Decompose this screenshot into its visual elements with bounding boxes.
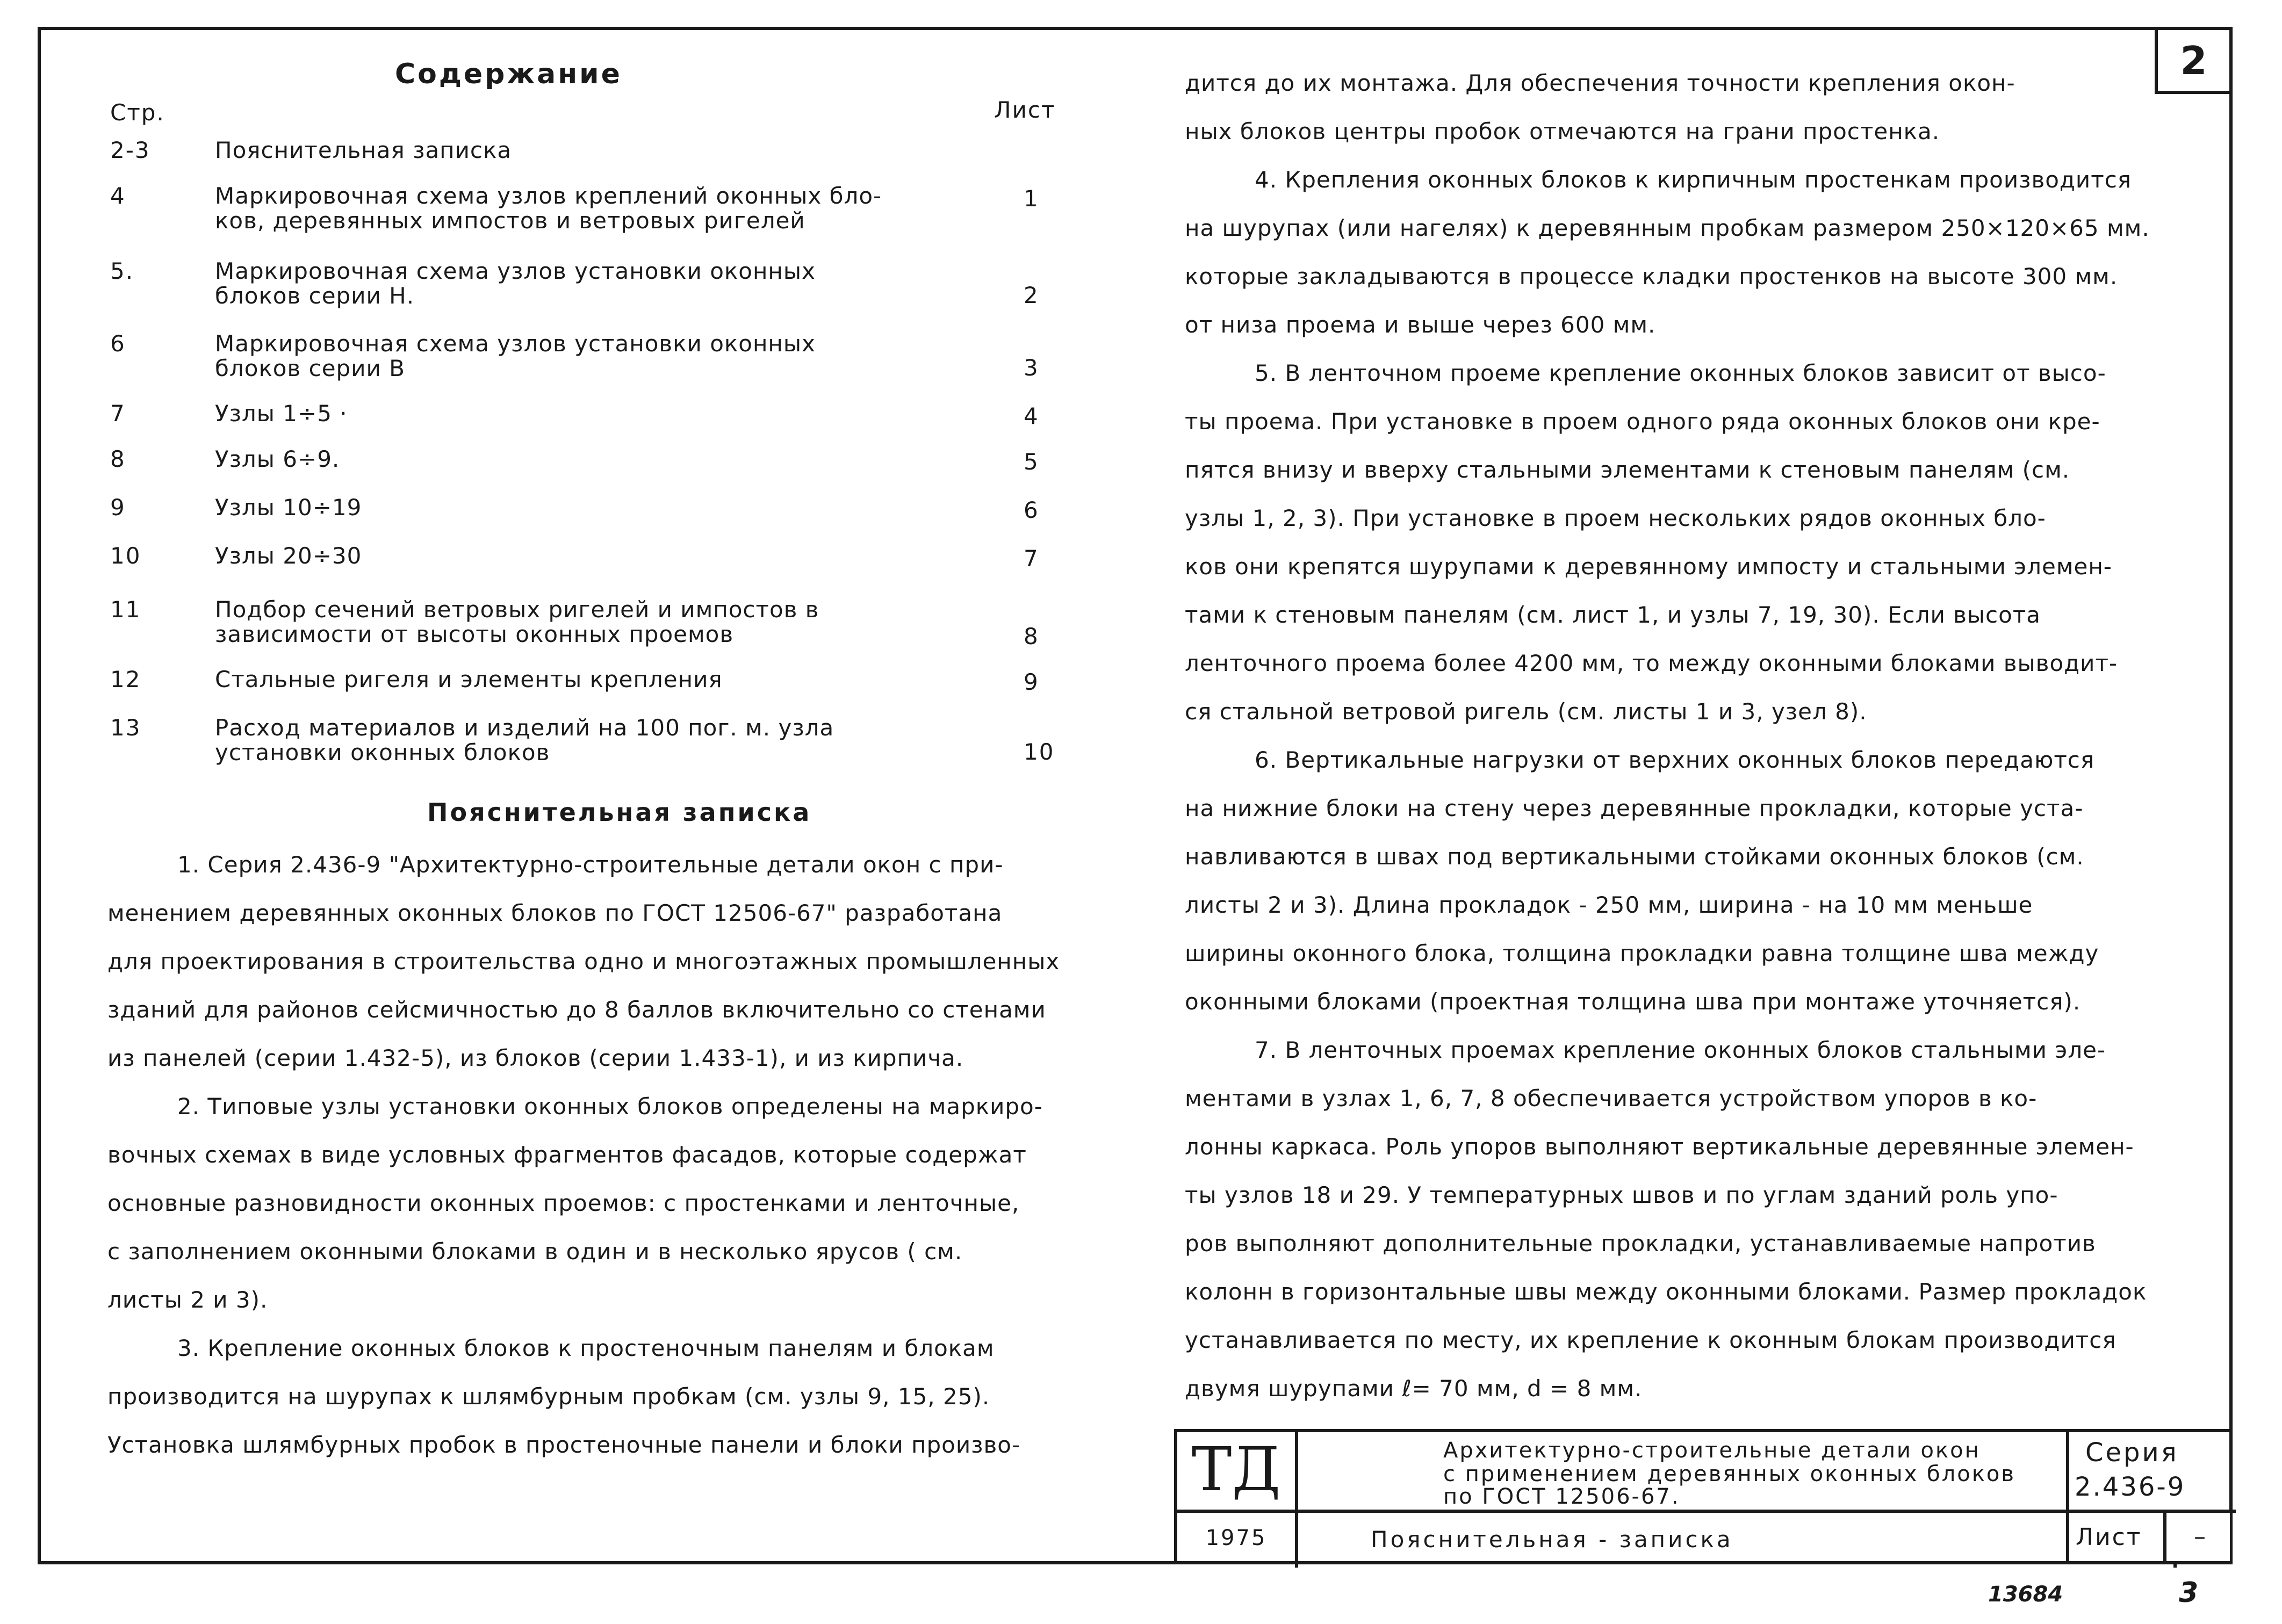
contents-page-1: 2-3 xyxy=(110,137,150,163)
contents-sheet-4: 3 xyxy=(1024,355,1039,381)
contents-col-sheet: Лист xyxy=(994,97,1056,123)
note-left-line-5: из панелей (серии 1.432-5), из блоков (серии 1.433-1), и из кирпича. xyxy=(107,1045,964,1071)
series-label: Серия xyxy=(2085,1438,2179,1468)
note-right-line-25: ров выполняют дополнительные прокладки, устанавливаемые напротив xyxy=(1185,1230,2096,1257)
contents-sheet-2: 1 xyxy=(1024,185,1039,212)
note-left-line-1: 1. Серия 2.436-9 "Архитектурно-строительные детали окон с при- xyxy=(177,851,1004,878)
contents-entry-9-line-2: зависимости от высоты оконных проемов xyxy=(215,621,734,647)
td-logo: ТД xyxy=(1177,1432,1298,1513)
note-right-line-9: пятся внизу и вверху стальными элементами к стеновым панелям (см. xyxy=(1185,457,2070,483)
contents-sheet-7: 6 xyxy=(1024,497,1039,523)
note-right-line-16: на нижние блоки на стену через деревянные прокладки, которые уста- xyxy=(1185,795,2084,821)
note-left-line-2: менением деревянных оконных блоков по ГОСТ 12506-67" разработана xyxy=(107,900,1003,926)
caption-line-2: с применением деревянных оконных блоков xyxy=(1443,1462,2015,1486)
page-mark: 3 xyxy=(2179,1577,2199,1609)
note-right-line-24: ты узлов 18 и 29. У температурных швов и по углам зданий роль упо- xyxy=(1185,1182,2058,1208)
contents-page-4: 6 xyxy=(110,330,126,357)
contents-entry-2-line-1: Маркировочная схема узлов креплений оконных бло- xyxy=(215,183,882,209)
note-right-line-7: 5. В ленточном проеме крепление оконных блоков зависит от высо- xyxy=(1255,360,2106,386)
note-right-line-17: навливаются в швах под вертикальными стойками оконных блоков (см. xyxy=(1185,843,2084,870)
contents-page-10: 12 xyxy=(110,666,141,692)
note-right-line-13: ленточного проема более 4200 мм, то между оконными блоками выводит- xyxy=(1185,650,2118,676)
contents-page-3: 5. xyxy=(110,258,134,284)
series-cell xyxy=(2066,1432,2225,1510)
note-right-line-22: ментами в узлах 1, 6, 7, 8 обеспечивается устройством упоров в ко- xyxy=(1185,1085,2038,1111)
contents-entry-3-line-2: блоков серии Н. xyxy=(215,283,415,309)
contents-entry-11-line-1: Расход материалов и изделий на 100 пог. м. узла xyxy=(215,714,834,741)
caption-cell xyxy=(1298,1432,2177,1513)
note-right-line-26: колонн в горизонтальные швы между оконными блоками. Размер прокладок xyxy=(1185,1279,2147,1305)
contents-page-2: 4 xyxy=(110,183,126,209)
note-left-line-3: для проектирования в строительства одно и многоэтажных промышленных xyxy=(107,948,1060,975)
caption-line-3: по ГОСТ 12506-67. xyxy=(1443,1484,1680,1509)
note-right-line-15: 6. Вертикальные нагрузки от верхних оконных блоков передаются xyxy=(1255,747,2095,773)
note-right-line-20: оконными блоками (проектная толщина шва при монтаже уточняется). xyxy=(1185,988,2081,1015)
contents-col-page: Стр. xyxy=(110,99,165,126)
contents-title: Содержание xyxy=(395,58,622,90)
contents-entry-11-line-2: установки оконных блоков xyxy=(215,739,550,766)
contents-sheet-10: 9 xyxy=(1024,669,1039,695)
note-right-column xyxy=(1185,59,2150,1413)
contents-page-8: 10 xyxy=(110,543,141,569)
contents-entry-6-line-1: Узлы 6÷9. xyxy=(215,446,340,472)
contents-entry-5-line-1: Узлы 1÷5 · xyxy=(215,400,348,427)
note-right-line-19: ширины оконного блока, толщина прокладки равна толщине шва между xyxy=(1185,940,2099,966)
note-left-line-9: с заполнением оконными блоками в один и в несколько ярусов ( см. xyxy=(107,1238,963,1265)
note-right-line-28: двумя шурупами ℓ= 70 мм, d = 8 мм. xyxy=(1185,1375,1643,1402)
contents-page-9: 11 xyxy=(110,596,141,623)
note-left-line-12: производится на шурупах к шлямбурным пробкам (см. узлы 9, 15, 25). xyxy=(107,1383,990,1410)
year: 1975 xyxy=(1177,1513,1298,1568)
note-right-line-8: ты проема. При установке в проем одного ряда оконных блоков они кре- xyxy=(1185,408,2100,435)
note-right-line-14: ся стальной ветровой ригель (см. листы 1 и 3, узел 8). xyxy=(1185,698,1867,725)
note-right-line-5: которые закладываются в процессе кладки простенков на высоте 300 мм. xyxy=(1185,263,2118,290)
note-left-line-7: вочных схемах в виде условных фрагментов фасадов, которые содержат xyxy=(107,1142,1027,1168)
sheet-cell xyxy=(2066,1510,2230,1561)
note-right-line-11: ков они крепятся шурупами к деревянному импосту и стальными элемен- xyxy=(1185,553,2112,580)
note-right-line-6: от низа проема и выше через 600 мм. xyxy=(1185,312,1656,338)
contents-page-6: 8 xyxy=(110,446,126,472)
note-right-line-18: листы 2 и 3). Длина прокладок - 250 мм, ширина - на 10 мм меньше xyxy=(1185,892,2033,918)
note-right-line-21: 7. В ленточных проемах крепление оконных блоков стальными эле- xyxy=(1255,1037,2106,1063)
contents-entry-1-line-1: Пояснительная записка xyxy=(215,137,512,163)
series-number: 2.436-9 xyxy=(2075,1472,2186,1502)
sheet-title: Пояснительная - записка xyxy=(1371,1526,1733,1553)
note-left-line-8: основные разновидности оконных проемов: с простенками и ленточные, xyxy=(107,1190,1020,1216)
note-left-line-10: листы 2 и 3). xyxy=(107,1287,268,1313)
contents-entry-9-line-1: Подбор сечений ветровых ригелей и импостов в xyxy=(215,596,819,623)
caption-line-1: Архитектурно-строительные детали окон xyxy=(1443,1438,1981,1463)
contents-entry-8-line-1: Узлы 20÷30 xyxy=(215,543,362,569)
contents-sheet-9: 8 xyxy=(1024,623,1039,649)
note-title: Пояснительная записка xyxy=(427,798,812,827)
note-left-column xyxy=(107,841,1060,1469)
page-number: 2 xyxy=(2155,27,2233,94)
note-left-line-6: 2. Типовые узлы установки оконных блоков определены на маркиро- xyxy=(177,1093,1043,1120)
note-left-line-13: Установка шлямбурных пробок в простеночные панели и блоки произво- xyxy=(107,1432,1021,1458)
contents-entry-4-line-1: Маркировочная схема узлов установки оконных xyxy=(215,330,816,357)
note-left-line-4: зданий для районов сейсмичностью до 8 баллов включительно со стенами xyxy=(107,997,1046,1023)
contents-sheet-6: 5 xyxy=(1024,449,1039,475)
note-right-line-10: узлы 1, 2, 3). При установке в проем нескольких рядов оконных бло- xyxy=(1185,505,2046,531)
contents-entry-7-line-1: Узлы 10÷19 xyxy=(215,494,362,521)
contents-entry-4-line-2: блоков серии В xyxy=(215,355,405,381)
contents-sheet-5: 4 xyxy=(1024,403,1039,429)
contents-page-5: 7 xyxy=(110,400,126,427)
note-right-line-27: устанавливается по месту, их крепление к оконным блокам производится xyxy=(1185,1327,2117,1353)
contents-sheet-8: 7 xyxy=(1024,545,1039,572)
note-right-line-2: ных блоков центры пробок отмечаются на грани простенка. xyxy=(1185,118,1940,145)
sheet-value: – xyxy=(2163,1513,2233,1561)
note-right-line-3: 4. Крепления оконных блоков к кирпичным простенкам производится xyxy=(1255,167,2132,193)
contents-sheet-11: 10 xyxy=(1024,739,1055,765)
sheet-label: Лист xyxy=(2076,1524,2142,1551)
note-left-line-11: 3. Крепление оконных блоков к простеночным панелям и блокам xyxy=(177,1335,995,1361)
contents-page-7: 9 xyxy=(110,494,126,521)
contents-page-11: 13 xyxy=(110,714,141,741)
contents-entry-10-line-1: Стальные ригеля и элементы крепления xyxy=(215,666,723,692)
contents-entry-2-line-2: ков, деревянных импостов и ветровых ригелей xyxy=(215,207,805,234)
note-right-line-4: на шурупах (или нагелях) к деревянным пробкам размером 250×120×65 мм. xyxy=(1185,215,2150,241)
note-right-line-12: тами к стеновым панелям (см. лист 1, и узлы 7, 19, 30). Если высота xyxy=(1185,602,2041,628)
note-right-line-1: дится до их монтажа. Для обеспечения точности крепления окон- xyxy=(1185,70,2015,96)
archive-number: 13684 xyxy=(1988,1582,2063,1607)
note-right-line-23: лонны каркаса. Роль упоров выполняют вертикальные деревянные элемен- xyxy=(1185,1134,2134,1160)
contents-sheet-3: 2 xyxy=(1024,282,1039,308)
contents-entry-3-line-1: Маркировочная схема узлов установки оконных xyxy=(215,258,816,284)
